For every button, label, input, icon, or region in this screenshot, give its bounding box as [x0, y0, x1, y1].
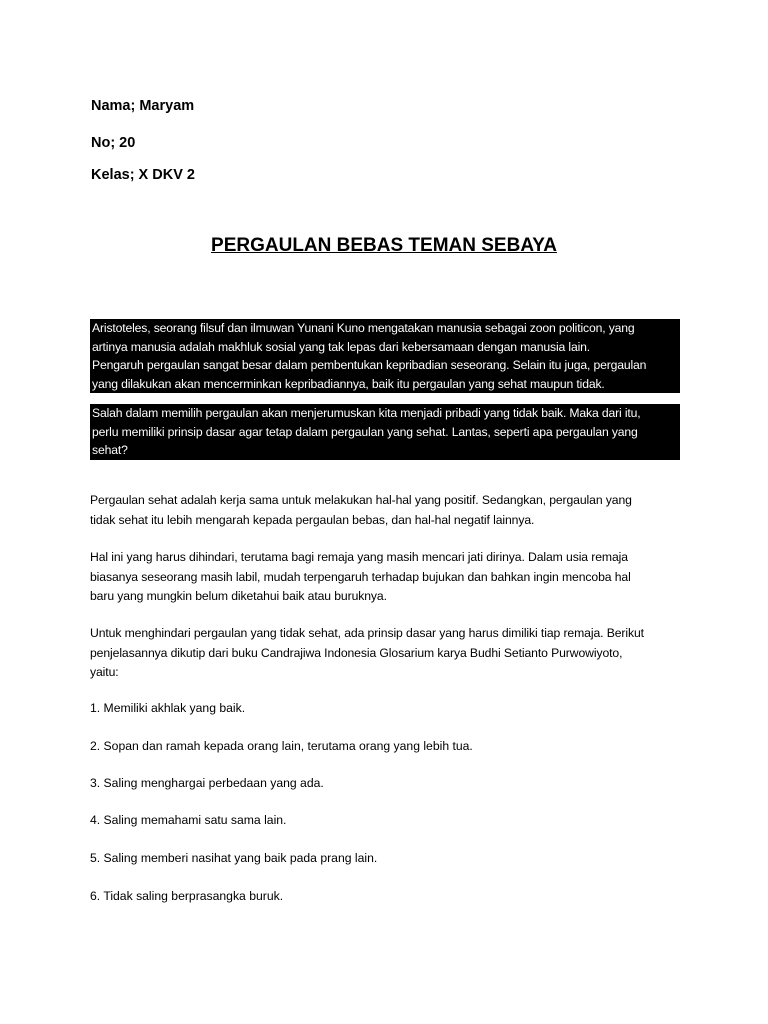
- body-line: Hal ini yang harus dihindari, terutama bagi remaja yang masih mencari jati dirinya. Dalam usia remaja: [90, 550, 628, 564]
- body-line: yaitu:: [90, 665, 119, 679]
- list-item: 1. Memiliki akhlak yang baik.: [90, 701, 246, 715]
- highlighted-line: Salah dalam memilih pergaulan akan menjerumuskan kita menjadi pribadi yang tidak baik. Maka dari itu,: [92, 406, 641, 420]
- highlighted-line: sehat?: [92, 443, 128, 458]
- body-line: Untuk menghindari pergaulan yang tidak sehat, ada prinsip dasar yang harus dimiliki tiap remaja. Berikut: [90, 626, 644, 640]
- body-paragraph-3: [90, 624, 680, 683]
- document-title: PERGAULAN BEBAS TEMAN SEBAYA: [211, 235, 557, 256]
- highlighted-line: yang dilakukan akan mencerminkan kepribadiannya, baik itu pergaulan yang sehat maupun tidak.: [92, 376, 605, 391]
- body-line: tidak sehat itu lebih mengarah kepada pergaulan bebas, dan hal-hal negatif lainnya.: [90, 512, 535, 527]
- body-line: biasanya seseorang masih labil, mudah terpengaruh terhadap bujukan dan bahkan ingin mencoba hal: [90, 569, 631, 584]
- body-line: Pergaulan sehat adalah kerja sama untuk melakukan hal-hal yang positif. Sedangkan, pergaulan yang: [90, 493, 632, 507]
- list-item: 2. Sopan dan ramah kepada orang lain, terutama orang yang lebih tua.: [90, 739, 473, 753]
- body-line: penjelasannya dikutip dari buku Candrajiwa Indonesia Glosarium karya Budhi Setianto Purwowiyoto,: [90, 645, 623, 660]
- student-number: No; 20: [91, 135, 136, 151]
- highlighted-line: perlu memiliki prinsip dasar agar tetap dalam pergaulan yang sehat. Lantas, seperti apa pergaulan yang: [92, 424, 638, 439]
- list-item: 5. Saling memberi nasihat yang baik pada prang lain.: [90, 851, 378, 865]
- highlighted-paragraph-2: [90, 404, 680, 460]
- body-paragraph-2: [90, 548, 680, 607]
- highlighted-line: artinya manusia adalah makhluk sosial yang tak lepas dari kebersamaan dengan manusia lain.: [92, 339, 591, 354]
- body-paragraph-1: [90, 491, 680, 530]
- body-line: baru yang mungkin belum diketahui baik atau buruknya.: [90, 589, 387, 603]
- highlighted-line: Pengaruh pergaulan sangat besar dalam pembentukan kepribadian seseorang. Selain itu juga, pergaulan: [92, 358, 647, 373]
- list-item: 6. Tidak saling berprasangka buruk.: [90, 889, 284, 903]
- highlighted-paragraph-1: [90, 319, 680, 393]
- highlighted-line: Aristoteles, seorang filsuf dan ilmuwan Yunani Kuno mengatakan manusia sebagai zoon politicon, yang: [92, 321, 635, 335]
- list-item: 4. Saling memahami satu sama lain.: [90, 813, 287, 827]
- student-class: Kelas; X DKV 2: [91, 167, 195, 183]
- student-name: Nama; Maryam: [91, 98, 195, 114]
- list-item: 3. Saling menghargai perbedaan yang ada.: [90, 776, 324, 790]
